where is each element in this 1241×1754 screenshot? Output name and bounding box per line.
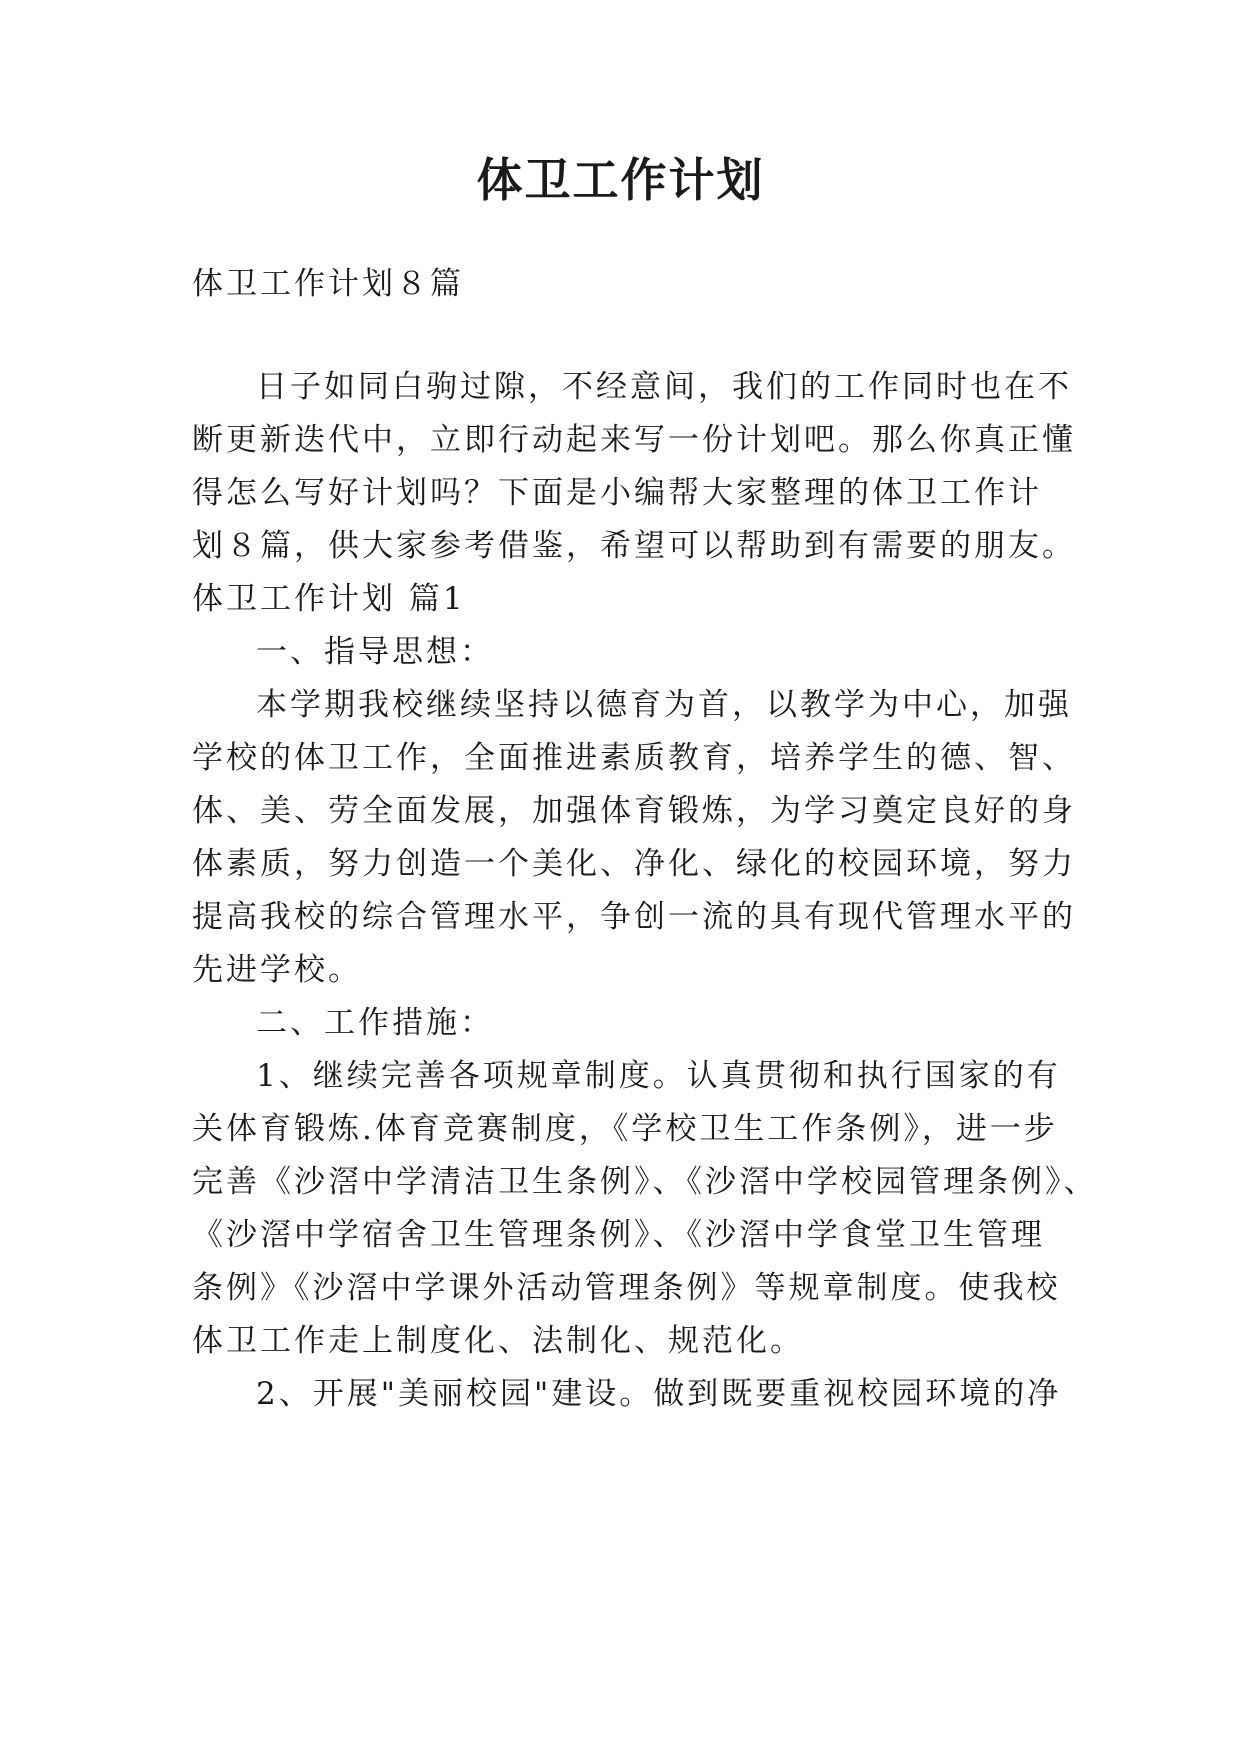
subtitle-line: 体卫工作计划８篇 <box>192 266 464 302</box>
text-line: 本学期我校继续坚持以德育为首，以教学为中心，加强 <box>256 687 1072 723</box>
text-line: 2、开展"美丽校园"建设。做到既要重视校园环境的净 <box>256 1376 1062 1412</box>
text-line: 日子如同白驹过隙，不经意间，我们的工作同时也在不 <box>256 369 1072 405</box>
subheading-line: 二、工作措施： <box>256 1005 494 1041</box>
text-line: 得怎么写好计划吗？下面是小编帮大家整理的体卫工作计 <box>192 475 1042 511</box>
text-line: 1、继续完善各项规章制度。认真贯彻和执行国家的有 <box>256 1058 1061 1094</box>
text-line: 体卫工作走上制度化、法制化、规范化。 <box>192 1323 804 1359</box>
text-line: 先进学校。 <box>192 952 362 988</box>
text-line: 完善《沙滘中学清洁卫生条例》、《沙滘中学校园管理条例》、 <box>192 1164 1098 1200</box>
text-line: 学校的体卫工作，全面推进素质教育，培养学生的德、智、 <box>192 740 1076 776</box>
text-line: 体素质，努力创造一个美化、净化、绿化的校园环境，努力 <box>192 846 1076 882</box>
text-line: 体、美、劳全面发展，加强体育锻炼，为学习奠定良好的身 <box>192 793 1076 829</box>
text-line: 关体育锻炼.体育竞赛制度，《学校卫生工作条例》，进一步 <box>192 1111 1058 1147</box>
section-heading: 体卫工作计划 篇1 <box>192 581 466 617</box>
document-title: 体卫工作计划 <box>476 153 765 207</box>
text-line: 提高我校的综合管理水平，争创一流的具有现代管理水平的 <box>192 899 1076 935</box>
text-line: 划８篇，供大家参考借鉴，希望可以帮助到有需要的朋友。 <box>192 528 1076 564</box>
text-line: 《沙滘中学宿舍卫生管理条例》、《沙滘中学食堂卫生管理 <box>192 1217 1045 1253</box>
text-line: 条例》《沙滘中学课外活动管理条例》等规章制度。使我校 <box>192 1270 1061 1306</box>
text-line: 断更新迭代中，立即行动起来写一份计划吧。那么你真正懂 <box>192 422 1076 458</box>
subheading-line: 一、指导思想： <box>256 634 494 670</box>
